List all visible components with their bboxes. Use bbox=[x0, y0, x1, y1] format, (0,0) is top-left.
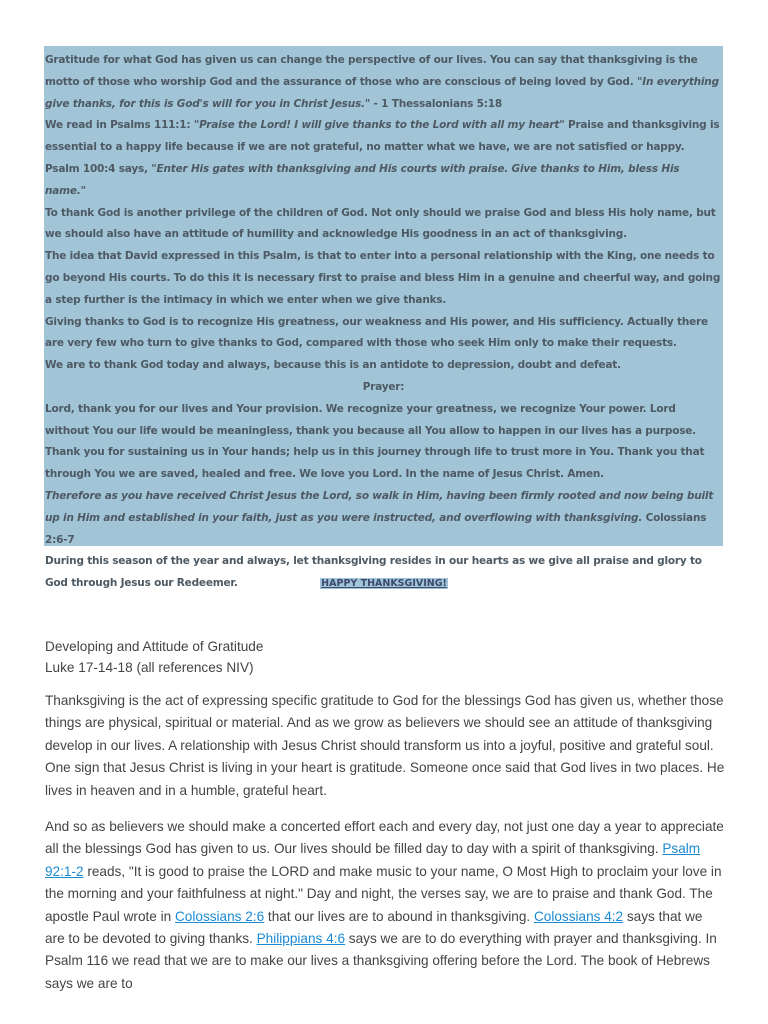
devotional-paragraph: During this season of the year and always, let thanksgiving resides in our hearts as we give all praise and glory to God through Jesus our Redeemer. bbox=[45, 555, 702, 590]
devotional-paragraph: To thank God is another privilege of the children of God. Not only should we praise God and bless His holy name, but we should also have an attitude of humility and acknowledge His goodness in an act of thanksgiving. bbox=[45, 206, 716, 241]
article-paragraph: Thanksgiving is the act of expressing specific gratitude to God for the blessings God has given us, whether those things are physical, spiritual or material. And as we grow as believers we should see an attitude of thanksgiving develop in our lives. A relationship with Jesus Christ should transform us into a joyful, positive and grateful soul. One sign that Jesus Christ is living in your heart is gratitude. Someone once said that God lives in two places. He lives in heaven and in a humble, grateful heart. bbox=[45, 693, 725, 798]
article-paragraph: And so as believers we should make a concerted effort each and every day, not just one day a year to appreciate all the blessings God has given to us. Our lives should be filled day to day with a spirit of thanksgiving. Psalm 92:1-2 reads, "It is good to praise the LORD and make music to your name, O Most High to proclaim your love in the morning and your faithfulness at night." Day and night, the verses say, we are to praise and thank God. The apostle Paul wrote in Colossians 2:6 that our lives are to abound in thanksgiving. Colossians 4:2 says that we are to be devoted to giving thanks. Philippians 4:6 says we are to do everything with prayer and thanksgiving. In Psalm 116 we read that we are to make our lives a thanksgiving offering before the Lord. The book of Hebrews says we are to bbox=[45, 819, 724, 991]
devotional-paragraph: Therefore as you have received Christ Jesus the Lord, so walk in Him, having been firmly rooted and now being built up in Him and established in your faith, just as you were instructed, and overflowing with thanksgiving. Colossians 2:6-7 bbox=[45, 489, 714, 546]
scripture-quote: In everything give thanks, for this is God's will for you in Christ Jesus. bbox=[45, 75, 719, 110]
devotional-paragraph: We read in Psalms 111:1: "Praise the Lord! I will give thanks to the Lord with all my heart" Praise and thanksgiving is essential to a happy life because if we are not grateful, no matter what we have, we are not satisfied or happy. bbox=[45, 119, 720, 154]
article-body bbox=[45, 636, 725, 995]
devotional-paragraph: Gratitude for what God has given us can change the perspective of our lives. You can say that thanksgiving is the motto of those who worship God and the assurance of those who are conscious of being loved by God. "In everything give thanks, for this is God's will for you in Christ Jesus." - 1 Thessalonians 5:18 bbox=[45, 54, 719, 110]
scripture-quote: Therefore as you have received Christ Jesus the Lord, so walk in Him, having been firmly rooted and now being built up in Him and established in your faith, just as you were instructed, and overflowing with thanksgiving. bbox=[45, 489, 714, 524]
psalm-92-link[interactable]: Psalm 92:1-2 bbox=[45, 841, 701, 879]
devotional-paragraph: Psalm 100:4 says, "Enter His gates with thanksgiving and His courts with praise. Give thanks to Him, bless His name." bbox=[45, 162, 680, 197]
devotional-paragraph: We are to thank God today and always, because this is an antidote to depression, doubt and defeat. bbox=[45, 359, 621, 372]
happy-thanksgiving-label: HAPPY THANKSGIVING! bbox=[321, 578, 447, 589]
scripture-quote: Enter His gates with thanksgiving and His courts with praise. Give thanks to Him, bless His name. bbox=[45, 162, 680, 197]
devotional-paragraph: The idea that David expressed in this Psalm, is that to enter into a personal relationship with the King, one needs to go beyond His courts. To do this it is necessary first to praise and bless Him in a genuine and cheerful way, and going a step further is the intimacy in which we enter when we give thanks. bbox=[45, 250, 721, 306]
article-title: Developing and Attitude of Gratitude bbox=[45, 639, 264, 654]
colossians-2-6-link[interactable]: Colossians 2:6 bbox=[174, 908, 265, 924]
colossians-4-2-link[interactable]: Colossians 4:2 bbox=[533, 908, 624, 924]
devotional-paragraph: Giving thanks to God is to recognize His greatness, our weakness and His power, and His sufficiency. Actually there are very few who turn to give thanks to God, compared with those who seek Him only to make their requests. bbox=[45, 315, 708, 350]
scripture-quote: Praise the Lord! I will give thanks to the Lord with all my heart bbox=[199, 119, 560, 132]
prayer-paragraph: Lord, thank you for our lives and Your provision. We recognize your greatness, we recognize Your power. Lord without You our life would be meaningless, thank you because all You allow to happen in our lives has a purpose. Thank you for sustaining us in Your hands; help us in this journey through life to trust more in You. Thank you that through You we are saved, healed and free. We love you Lord. In the name of Jesus Christ. Amen. bbox=[45, 402, 705, 481]
prayer-heading: Prayer: bbox=[362, 380, 405, 393]
philippians-4-6-link[interactable]: Philippians 4:6 bbox=[256, 931, 346, 947]
happy-thanksgiving-banner bbox=[0, 578, 768, 589]
article-reference: Luke 17-14-18 (all references NIV) bbox=[45, 660, 254, 675]
